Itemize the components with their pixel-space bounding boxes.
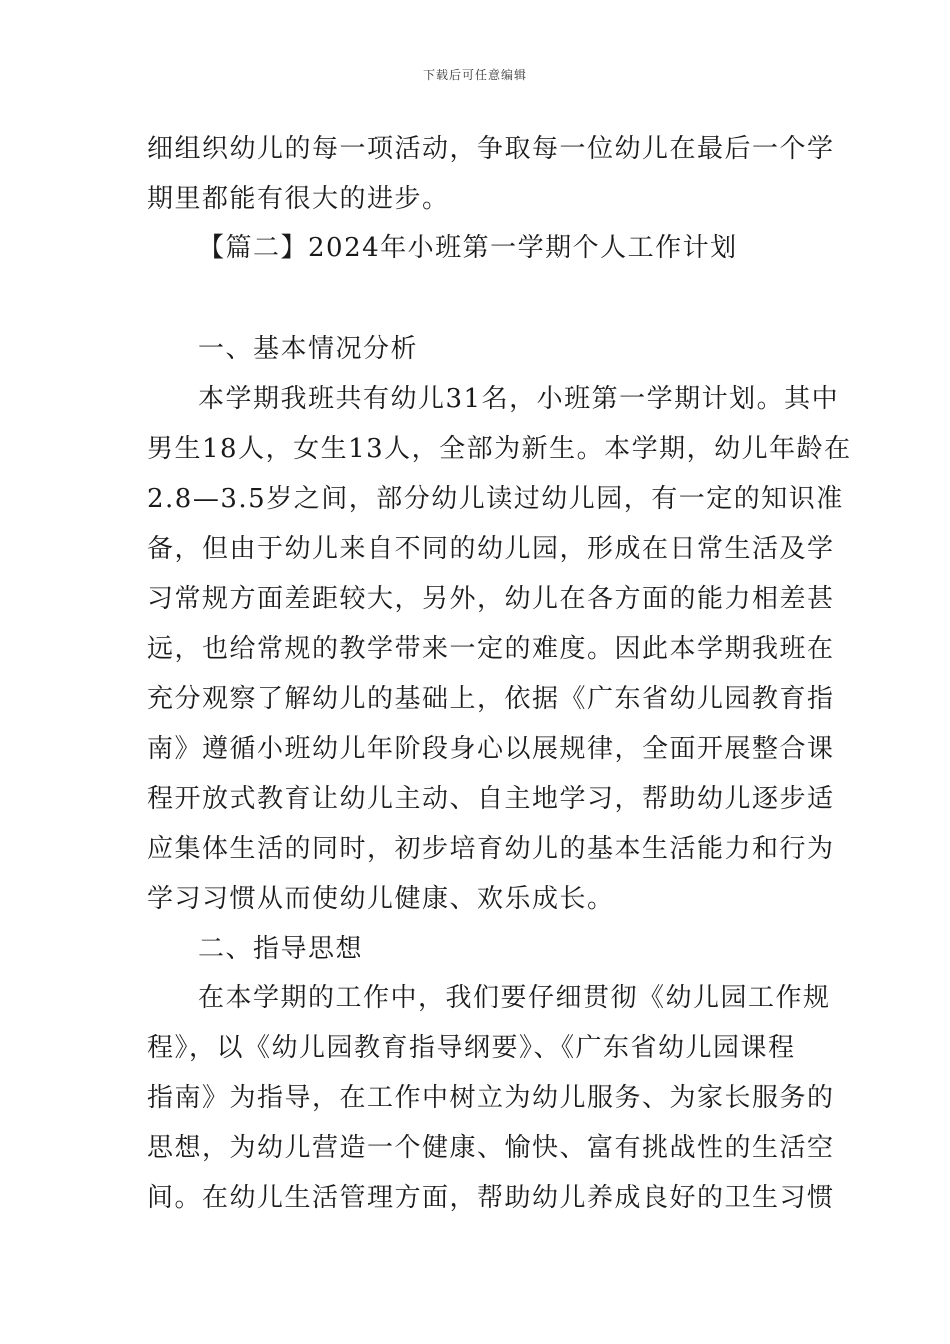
body-line: 期里都能有很大的进步。: [147, 184, 450, 214]
body-line: 应集体生活的同时，初步培育幼儿的基本生活能力和行为: [147, 834, 835, 864]
body-line: 细组织幼儿的每一项活动，争取每一位幼儿在最后一个学: [147, 134, 835, 164]
body-line: 南》遵循小班幼儿年阶段身心以展规律，全面开展整合课: [147, 734, 835, 764]
section-heading: 一、基本情况分析: [198, 334, 419, 364]
body-line: 男生18人，女生13人，全部为新生。本学期，幼儿年龄在: [147, 434, 852, 464]
body-line: 思想，为幼儿营造一个健康、愉快、富有挑战性的生活空: [147, 1133, 835, 1163]
body-line: 在本学期的工作中，我们要仔细贯彻《幼儿园工作规: [198, 983, 831, 1013]
body-line: 充分观察了解幼儿的基础上，依据《广东省幼儿园教育指: [147, 684, 835, 714]
body-line: 间。在幼儿生活管理方面，帮助幼儿养成良好的卫生习惯: [147, 1183, 835, 1213]
body-line: 程》，以《幼儿园教育指导纲要》、《广东省幼儿园课程: [147, 1033, 796, 1063]
body-line: 远，也给常规的教学带来一定的难度。因此本学期我班在: [147, 634, 835, 664]
section-title: 【篇二】2024年小班第一学期个人工作计划: [198, 233, 738, 263]
body-line: 习常规方面差距较大，另外，幼儿在各方面的能力相差甚: [147, 584, 835, 614]
body-line: 2.8—3.5岁之间，部分幼儿读过幼儿园，有一定的知识准: [147, 484, 844, 514]
body-line: 本学期我班共有幼儿31名，小班第一学期计划。其中: [198, 384, 840, 414]
body-line: 指南》为指导，在工作中树立为幼儿服务、为家长服务的: [147, 1083, 835, 1113]
body-line: 备，但由于幼儿来自不同的幼儿园，形成在日常生活及学: [147, 534, 835, 564]
page-header: 下载后可任意编辑: [422, 68, 527, 82]
body-line: 程开放式教育让幼儿主动、自主地学习，帮助幼儿逐步适: [147, 784, 835, 814]
body-line: 学习习惯从而使幼儿健康、欢乐成长。: [147, 884, 615, 914]
section-heading: 二、指导思想: [198, 934, 364, 964]
